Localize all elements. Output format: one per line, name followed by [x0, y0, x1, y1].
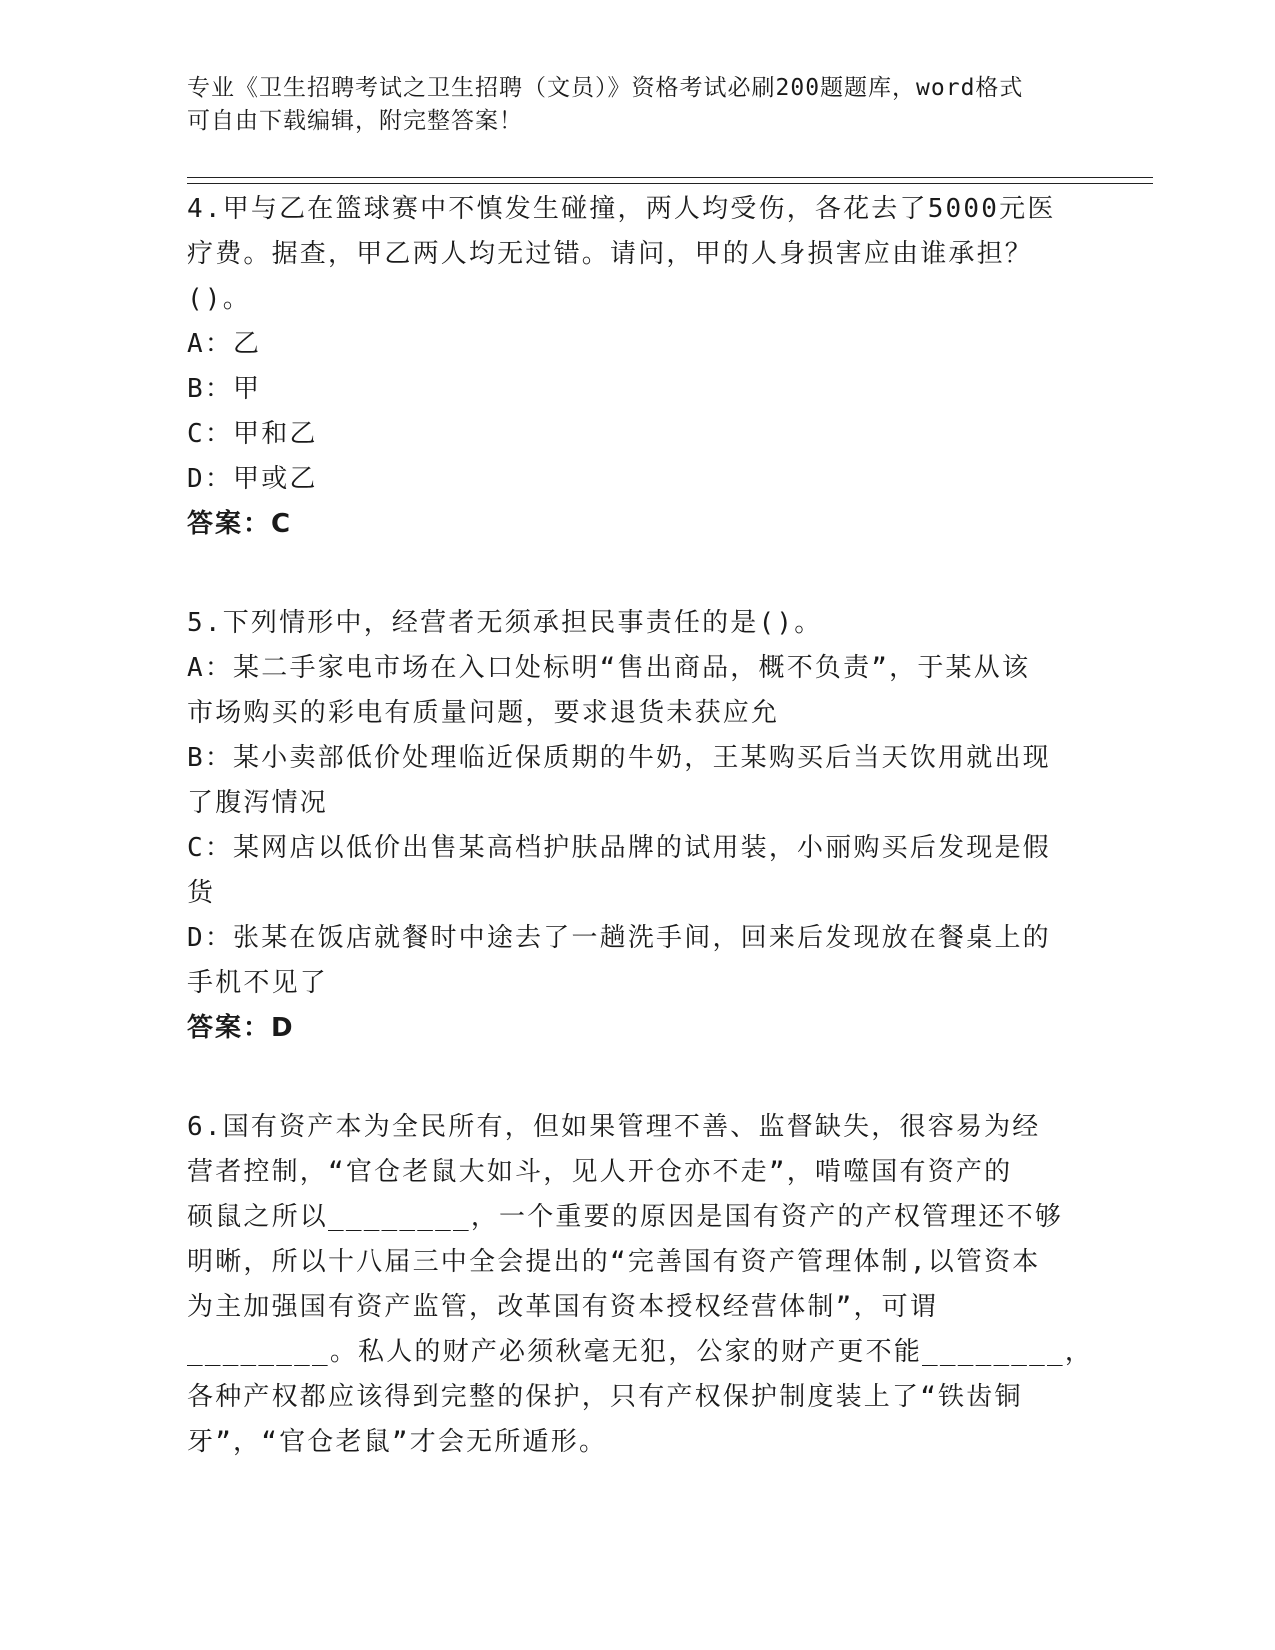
option-a: A：某二手家电市场在入口处标明“售出商品，概不负责”，于某从该	[187, 653, 1031, 683]
question-4	[187, 187, 1077, 547]
option-c: C：某网店以低价出售某高档护肤品牌的试用装，小丽购买后发现是假	[187, 833, 1051, 863]
option-d-continued: 手机不见了	[187, 968, 329, 998]
question-list	[187, 187, 1094, 1465]
spacer	[187, 1051, 1077, 1105]
question-stem-line: 各种产权都应该得到完整的保护，只有产权保护制度装上了“铁齿铜	[187, 1382, 1023, 1412]
question-stem-line: 明晰，所以十八届三中全会提出的“完善国有资产管理体制,以管资本	[187, 1247, 1041, 1277]
option-d: D：甲或乙	[187, 464, 318, 494]
answer-label: 答案：C	[187, 509, 293, 539]
answer-label: 答案：D	[187, 1013, 295, 1043]
question-stem-line: 为主加强国有资产监管，改革国有资本授权经营体制”，可谓	[187, 1292, 939, 1322]
header-line: 可自由下载编辑，附完整答案！	[187, 108, 523, 134]
question-stem-line: ________。私人的财产必须秋毫无犯，公家的财产更不能________，	[187, 1337, 1094, 1367]
spacer	[187, 547, 1077, 601]
option-b: B：某小卖部低价处理临近保质期的牛奶，王某购买后当天饮用就出现	[187, 743, 1051, 773]
option-a: A：乙	[187, 329, 262, 359]
header-divider-top	[187, 177, 1153, 178]
question-stem-line: 5.下列情形中，经营者无须承担民事责任的是()。	[187, 608, 823, 638]
option-b-continued: 了腹泻情况	[187, 788, 329, 818]
question-stem-line: 牙”，“官仓老鼠”才会无所遁形。	[187, 1427, 608, 1457]
question-stem-line: 疗费。据查，甲乙两人均无过错。请问，甲的人身损害应由谁承担？	[187, 239, 1034, 269]
option-c: C：甲和乙	[187, 419, 318, 449]
option-d: D：张某在饭店就餐时中途去了一趟洗手间，回来后发现放在餐桌上的	[187, 923, 1051, 953]
question-stem-line: 6.国有资产本为全民所有，但如果管理不善、监督缺失，很容易为经	[187, 1112, 1041, 1142]
question-6	[187, 1105, 1094, 1465]
option-a-continued: 市场购买的彩电有质量问题，要求退货未获应允	[187, 698, 780, 728]
header-divider-bottom	[187, 183, 1153, 184]
header-line: 专业《卫生招聘考试之卫生招聘（文员）》资格考试必刷200题题库，word格式	[187, 75, 1024, 101]
option-c-continued: 货	[187, 878, 216, 908]
option-b: B：甲	[187, 374, 262, 404]
question-stem-line: ()。	[187, 284, 251, 314]
question-stem-line: 硕鼠之所以________，一个重要的原因是国有资产的产权管理还不够	[187, 1202, 1064, 1232]
question-5	[187, 601, 1077, 1051]
question-stem-line: 4.甲与乙在篮球赛中不慎发生碰撞，两人均受伤，各花去了5000元医	[187, 194, 1056, 224]
document-header	[187, 72, 1067, 138]
question-stem-line: 营者控制，“官仓老鼠大如斗，见人开仓亦不走”，啃噬国有资产的	[187, 1157, 1013, 1187]
